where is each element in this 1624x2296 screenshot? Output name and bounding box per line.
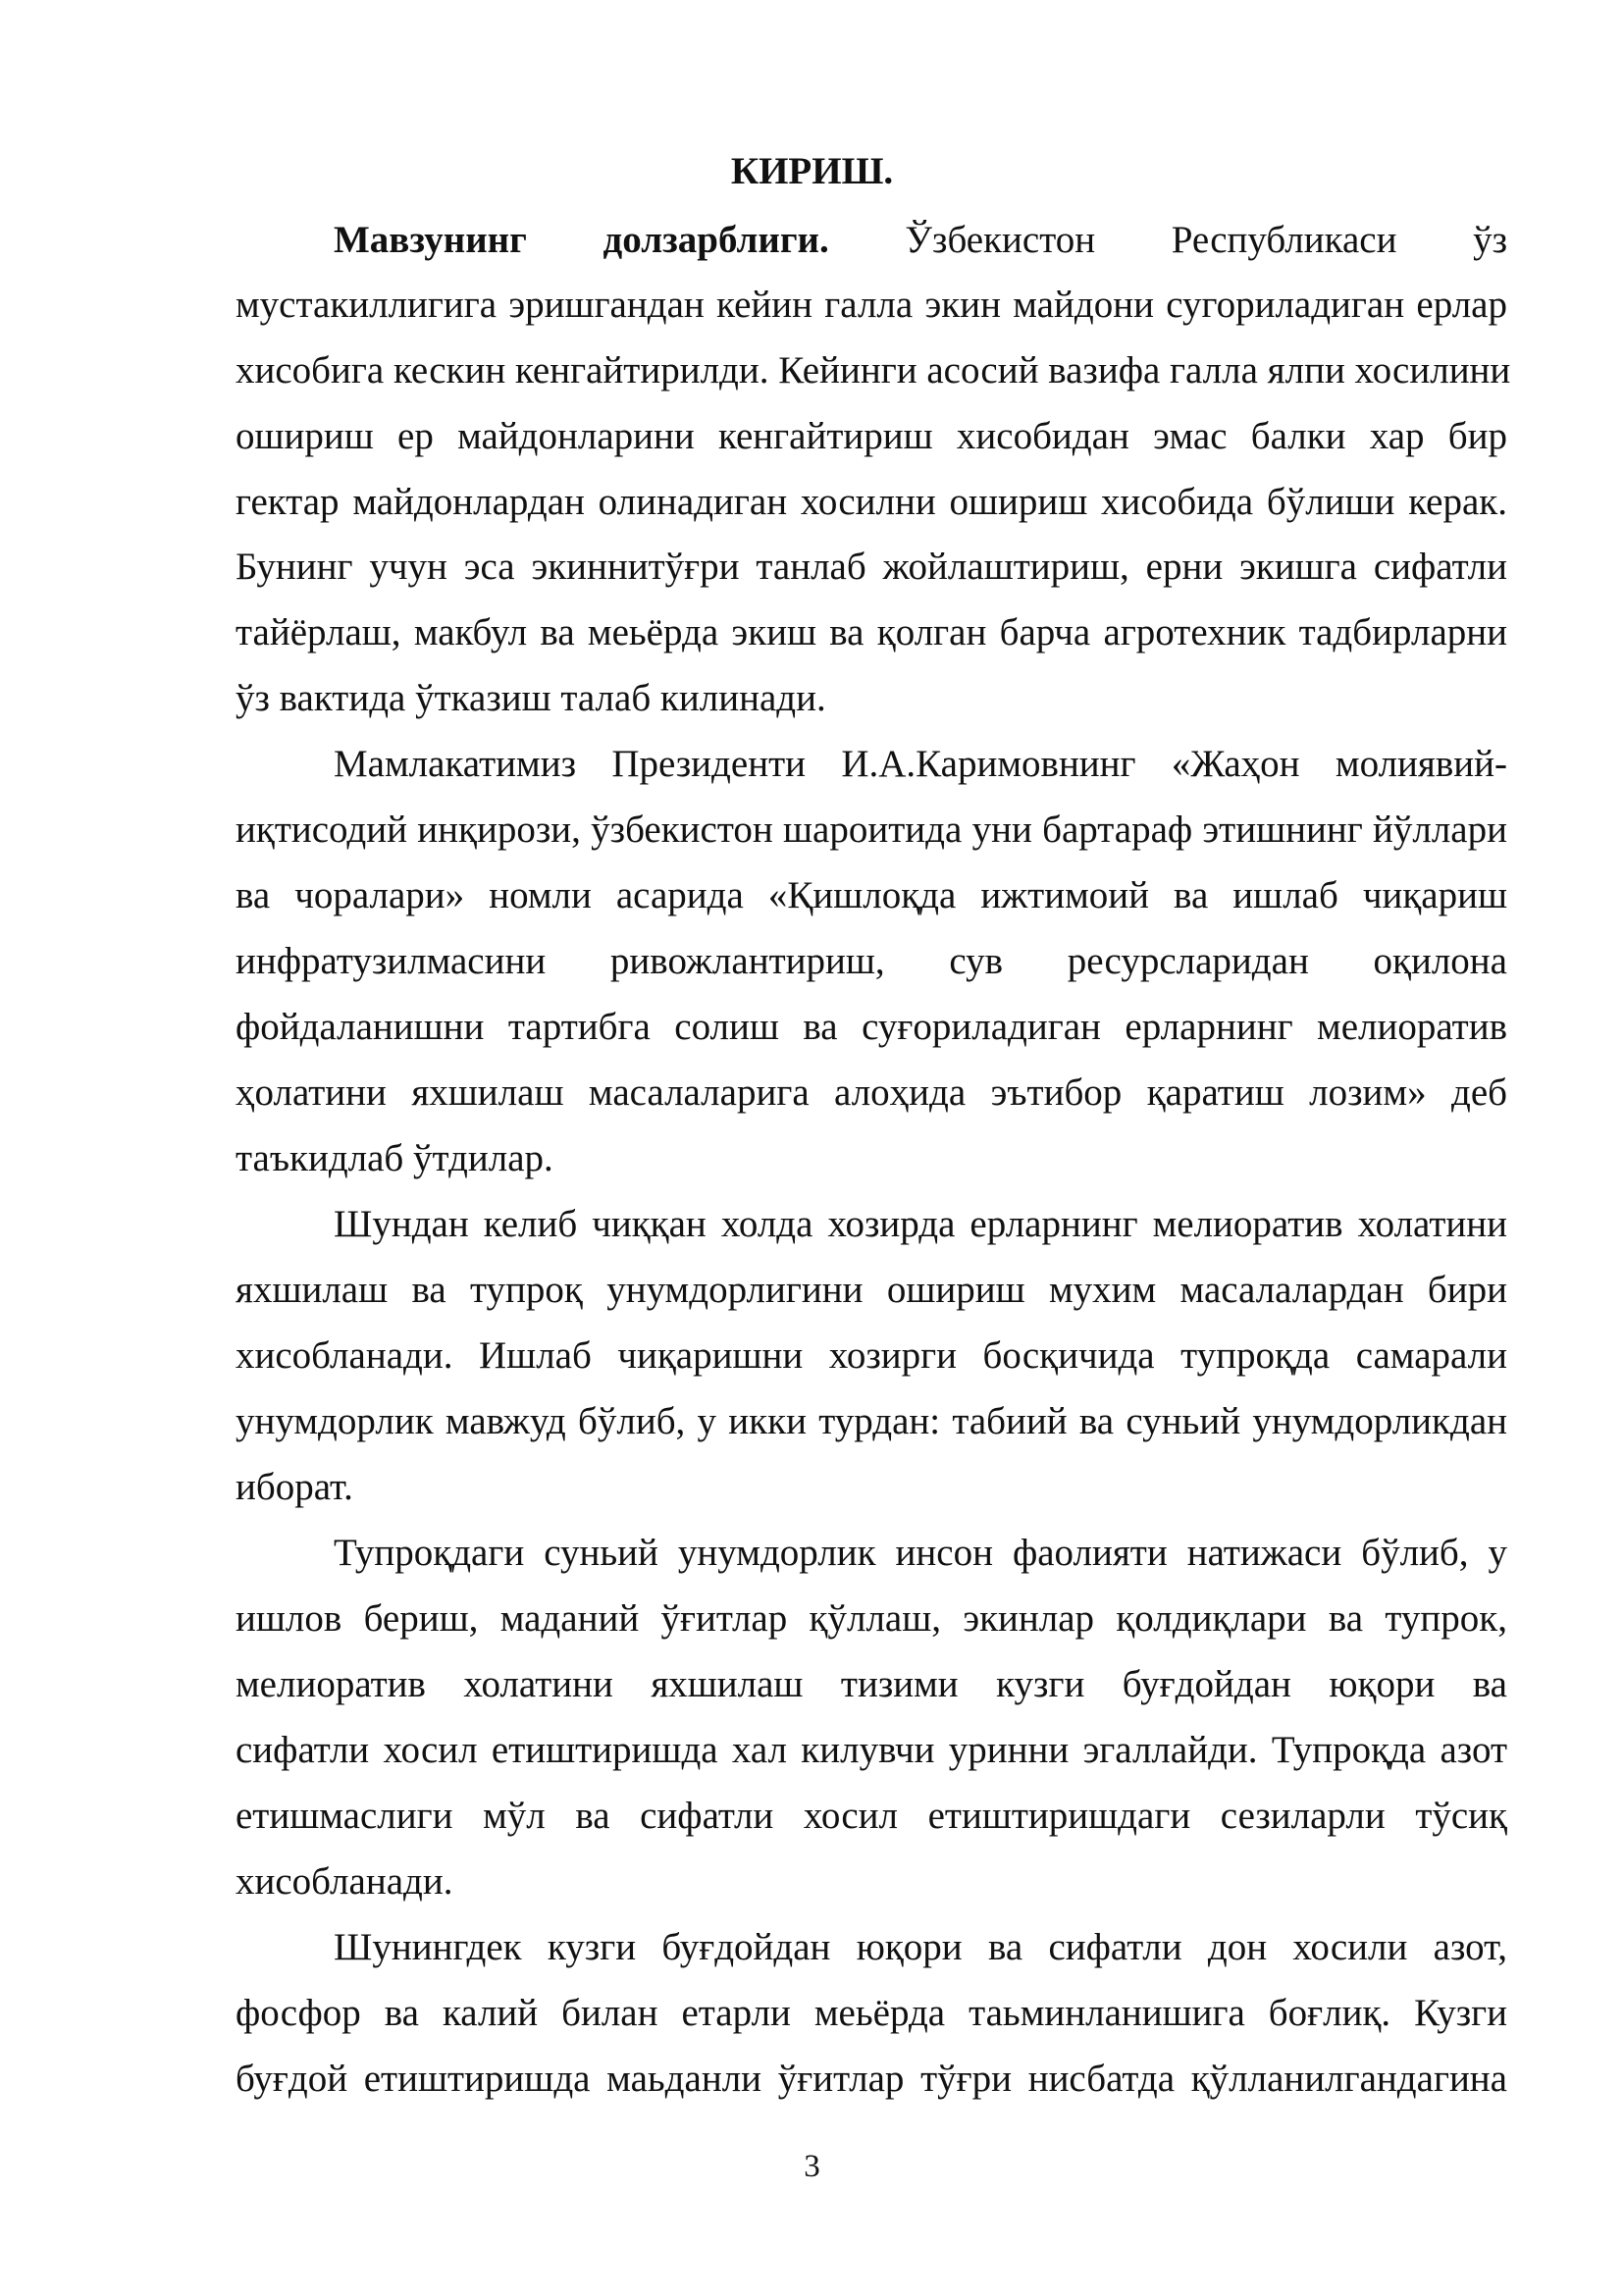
paragraph-line: Шунингдек кузги буғдойдан юқори ва сифатли дон хосили азот, (334, 1926, 1507, 1968)
paragraph-line: сифатли хосил етиштиришда хал килувчи уринни эгаллайди. Тупроқда азот (236, 1729, 1507, 1771)
paragraph-line: тайёрлаш, макбул ва меьёрда экиш ва қолган барча агротехник тадбирларни (236, 611, 1507, 653)
paragraph-line: фосфор ва калий билан етарли меьёрда таьминланишига боғлиқ. Кузги (236, 1992, 1507, 2034)
paragraph-line: Тупроқдаги суньий унумдорлик инсон фаолияти натижаси бўлиб, у (334, 1532, 1507, 1574)
paragraph-line: Шундан келиб чиққан холда хозирда ерларнинг мелиоратив холатини (334, 1203, 1507, 1245)
paragraph-line: хисобланади. Ишлаб чиқаришни хозирги босқичида тупроқда самарали (236, 1334, 1507, 1377)
paragraph-line: ҳолатини яхшилаш масалаларига алоҳида эътибор қаратиш лозим» деб (236, 1071, 1507, 1114)
paragraph-line: Мамлакатимиз Президенти И.А.Каримовнинг «Жаҳон молиявий- (334, 743, 1507, 785)
paragraph-line: буғдой етиштиришда маьданли ўғитлар тўғри нисбатда қўлланилгандагина (236, 2058, 1507, 2100)
paragraph-line: иқтисодий инқирози, ўзбекистон шароитида уни бартараф этишнинг йўллари (236, 809, 1507, 851)
paragraph-line: мелиоратив холатини яхшилаш тизими кузги буғдойдан юқори ва (236, 1663, 1507, 1705)
paragraph-line: таъкидлаб ўтдилар. (236, 1137, 553, 1179)
paragraph-line: ва чоралари» номли асарида «Қишлоқда ижтимоий ва ишлаб чиқариш (236, 874, 1507, 916)
paragraph-line: Бунинг учун эса экиннитўғри танлаб жойлаштириш, ерни экишга сифатли (236, 546, 1507, 588)
paragraph-line: яхшилаш ва тупроқ унумдорлигини ошириш мухим масалалардан бири (236, 1269, 1507, 1311)
paragraph-line: ошириш ер майдонларини кенгайтириш хисобидан эмас балки хар бир (236, 415, 1507, 457)
paragraph-line: ишлов бериш, маданий ўғитлар қўллаш, экинлар қолдиқлари ва тупрок, (236, 1597, 1507, 1640)
page-number: 3 (804, 2149, 820, 2184)
paragraph-line: иборат. (236, 1466, 353, 1508)
paragraph-line: гектар майдонлардан олинадиган хосилни ошириш хисобида бўлиши керак. (236, 481, 1507, 523)
paragraph-line: инфратузилмасини ривожлантириш, сув ресурсларидан оқилона (236, 940, 1507, 982)
paragraph-line (334, 215, 1507, 266)
paragraph-line: етишмаслиги мўл ва сифатли хосил етиштиришдаги сезиларли тўсиқ (236, 1795, 1507, 1837)
paragraph-line: фойдаланишни тартибга солиш ва суғориладиган ерларнинг мелиоратив (236, 1006, 1507, 1048)
bold-lead-text: Мавзунинг долзарблиги. (334, 219, 829, 261)
paragraph-line: хисобланади. (236, 1860, 453, 1903)
paragraph-line: унумдорлик мавжуд бўлиб, у икки турдан: табиий ва суньий унумдорликдан (236, 1400, 1507, 1442)
paragraph-text: Ўзбекистон Республикаси ўз (905, 219, 1507, 261)
paragraph-line: ўз вактида ўтказиш талаб килинади. (236, 677, 826, 719)
section-heading: КИРИШ. (730, 150, 894, 192)
paragraph-line: мустакиллигига эришгандан кейин галла экин майдони сугориладиган ерлар (236, 284, 1507, 326)
paragraph-line: хисобига кескин кенгайтирилди. Кейинги асосий вазифа галла ялпи хосилини (236, 349, 1511, 391)
